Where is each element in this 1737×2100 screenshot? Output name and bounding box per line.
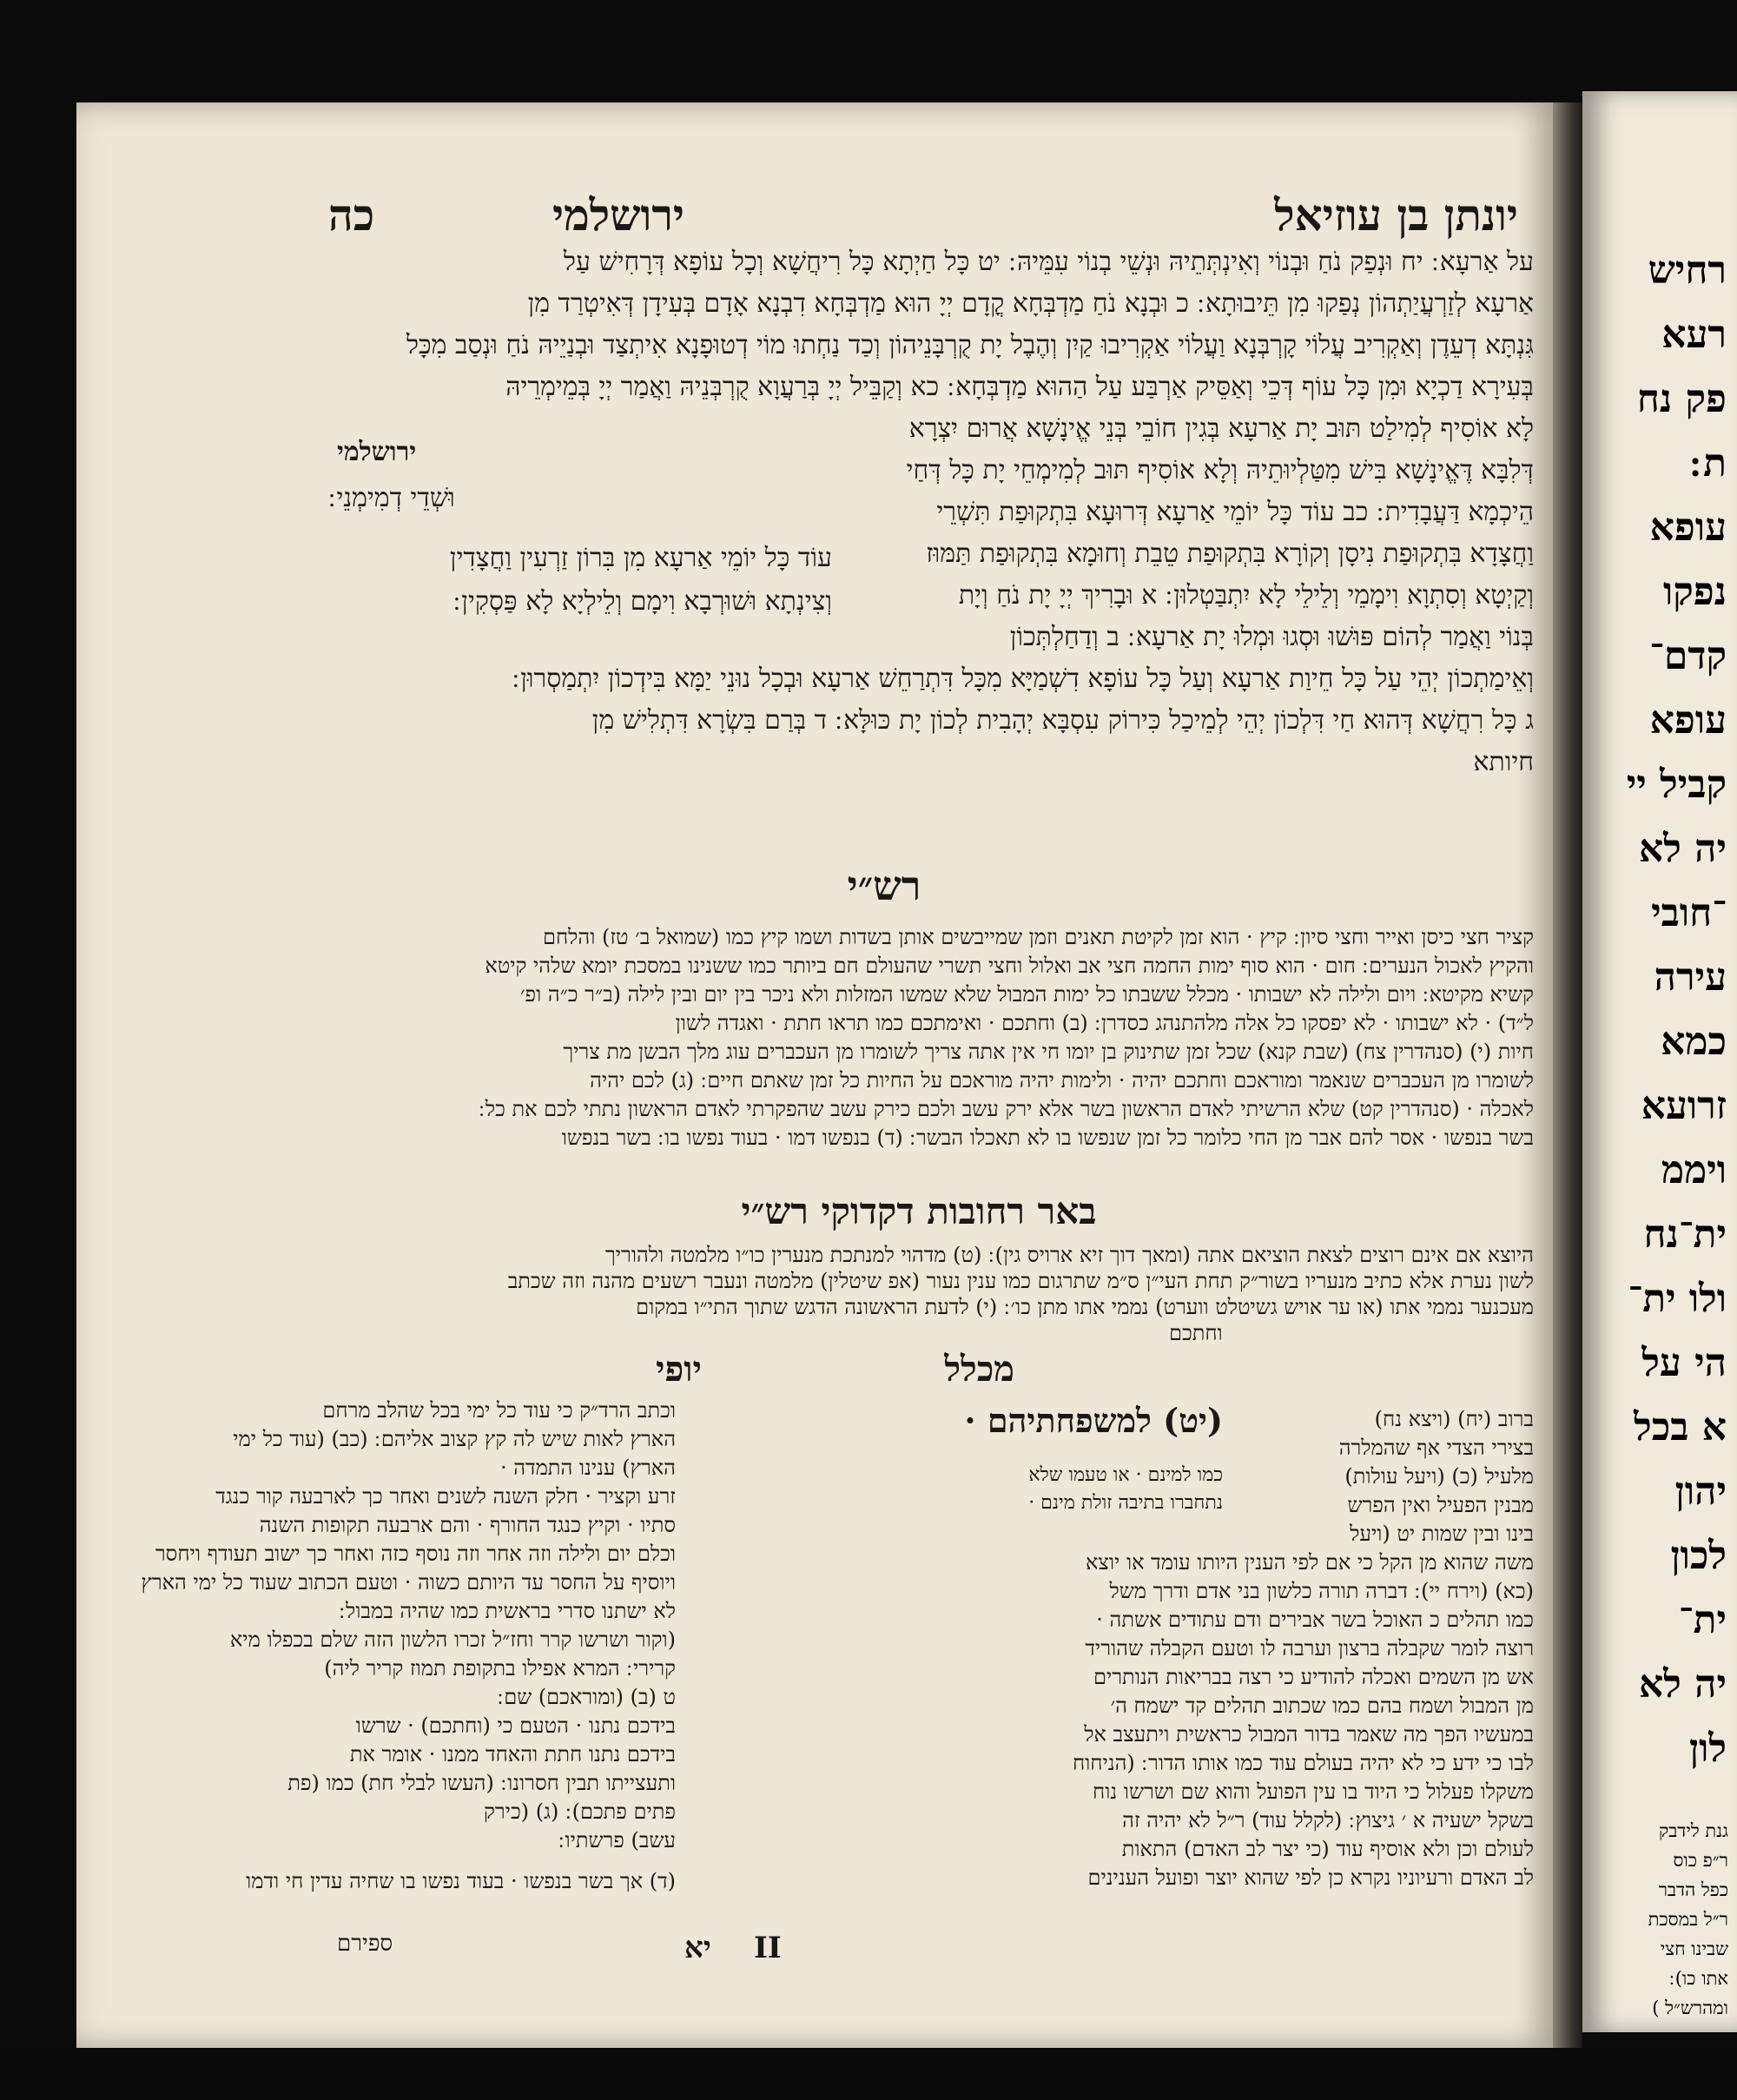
signature-mark: יא	[684, 1931, 711, 1965]
beer-line: מעכנער נממי אתו (או ער אויש גשיטלט ווערט) נממי אתו מתן כו׳ ׃ (י) לדעת הראשונה הדגש שתוך התי״ו במקום	[636, 1295, 1534, 1319]
yofi-line: (ד) אך בשר בנפשו · בעוד נפשו בו שחיה עדין חי ודמו	[246, 1869, 676, 1893]
rashi-heading-text: רש״י	[847, 862, 921, 909]
yofi-line: קרירי ׃ המרא אפילו בתקופת תמוז קריר ליה)	[324, 1656, 676, 1681]
sheet-number: II	[754, 1931, 782, 1965]
rashi-line: והקיץ לאכול הנערים ׃ חום · הוא סוף ימות החמה חצי אב ואלול וחצי תשרי שהעולם חם ביותר כמו ששנינו במסכת יומא שלהי קיטא	[485, 954, 1534, 978]
beer-heading	[76, 1190, 1553, 1233]
mikhlal-verse-heading: (יט) למשפחתיהם ·	[964, 1401, 1223, 1440]
main-line: וְאֵימַתְכוֹן יְהֵי עַל כָּל חֵיוַת אַרעָא וְעַל כָּל עוֹפָא דִשְׁמַיָּא מִכָּל דִּתְרַחֵשׁ אַרעָא וּבְכָל נוּנֵי יַמָּא בִּידְכוֹן יִתְמַסְרוּן ׃	[512, 664, 1534, 694]
yofi-line: הארץ) ענינו התמדה ·	[499, 1456, 676, 1480]
mikhlal-line: ברוב (יח) (ויצא נח)	[1374, 1407, 1534, 1431]
yofi-column	[102, 1397, 676, 1896]
yerushalmi-line: וּשְׁדֵי דְמִימְנֵי ׃	[328, 483, 455, 513]
main-line: אַרעָא לְזַרְעֲיַתְהוֹן נְפַקוּ מִן תֵּיבוּתָא ׃ כ וּבְנָא נֹחַ מַדְבְּחָא קֳדָם יְיָ הוּא מַדְבְּחָא דִבְנָא אָדָם בְּעִידָן דְּאִיטְרַד מִן	[527, 288, 1534, 319]
yerushalmi-heading: ירושלמי	[337, 437, 417, 467]
main-line: בְּנוֹי וַאֲמַר לְהוֹם פּוּשׁוּ וּסְגוּ וּמְלוּ יָת אַרעָא ׃ ב וְדַחַלְתְּכוֹן	[1009, 622, 1534, 652]
book-page	[76, 102, 1553, 2048]
facing-small-line: כפל הדבר	[1658, 1879, 1728, 1900]
yofi-line: עשב) פרשתיו ׃	[558, 1828, 676, 1852]
facing-line: יהון	[1674, 1469, 1727, 1514]
facing-line: עופא	[1649, 698, 1727, 743]
mikhlal-line: משה שהוא מן הקל כי אם לפי הענין היותו עומד או יוצא	[1085, 1550, 1534, 1575]
mikhlal-line: בצירי הצדי אף שהמלרה	[1338, 1436, 1534, 1460]
beer-line: לשון נערת אלא כתיב מנעריו בשור״ק תחת העי״ן ס״מ שתרגום כמו ענין נעור (אפ שיטלין) מלמטה ונעבר רשעים מהנה וזה שכתב	[507, 1269, 1534, 1293]
facing-line: כמא	[1661, 1020, 1727, 1064]
mikhlal-line: כמו תהלים כ האוכל בשר אבירים ודם עתודים אשתה ·	[1096, 1608, 1534, 1632]
main-line: לָא אוֹסִיף לְמִילַט תּוּב יָת אַרעָא בְּגִין חוֹבֵי בְּנֵי אֱינָשָׁא אֲרוּם יִצְרָא	[908, 413, 1534, 444]
facing-small-line: גנת לידבק	[1658, 1820, 1728, 1841]
yofi-line: וכתב הרד״ק כי עוד כל ימי בכל שהלב מרחם	[322, 1398, 676, 1423]
mikhlal-line: במעשיו הפך מה שאמר בדור המבול כראשית ויתעצב אל	[1084, 1722, 1534, 1747]
yofi-line: וכלם יום ולילה וזה אחר וזה נוסף כזה ואחר כך ישוב תעודף ויחסר	[155, 1542, 676, 1566]
rashi-line: חיות (י) (סנהדרין צח) (שבת קנא) שכל זמן שתינוק בן יומו חי אין אתה צריך לשומרו מן העכברים עוג מלך הבשן מת צריך	[563, 1040, 1534, 1064]
facing-line: ויממ	[1661, 1148, 1727, 1192]
main-line: וַחֲצָדָא בִּתְקוּפַת נִיסָן וְקוֹרָא בִּתְקוּפַת טֵבֵת וְחוּמָא בִּתְקוּפַת תַּמּוּז	[926, 538, 1534, 569]
yofi-line: ותעצייתו תבין חסרונו ׃ (העשו לבלי חת) כמו (פת	[287, 1771, 676, 1795]
rashi-line: לאכלה · (סנהדרין קט) שלא הרשיתי לאדם הראשון בשר אלא ירק עשב ולכם כירק עשב שהפקרתי לאדם הראשון נתתי לכם את כל ׃	[479, 1097, 1534, 1121]
rashi-heading	[76, 862, 1553, 909]
facing-line: הי על	[1641, 1341, 1727, 1385]
yofi-line: (וקור ושרשו קרר וחז״ל זכרו הלשון הזה שלם בכפלו מיא	[229, 1628, 676, 1652]
facing-line: לכון	[1670, 1534, 1727, 1578]
main-line-tail: חיותא	[1473, 747, 1534, 777]
facing-line: ת ׃	[1689, 441, 1727, 485]
rashi-line: ל״ד) · לא ישבותו · לא יפסקו כל אלה מלהתנהג כסדרן ׃ (ב) וחתכם · ואימתכם כמו תראו חתת · ואגדה לשון	[675, 1011, 1534, 1035]
header-title-yerushalmi: ירושלמי	[551, 189, 684, 241]
rashi-line: בשר בנפשו · אסר להם אבר מן החי כלומר כל זמן שנפשו בו לא תאכלו הבשר ׃ (ד) בנפשו דמו · בעוד נפשו בו ׃ בשר בנפשו	[561, 1126, 1534, 1150]
yofi-heading: יופי	[656, 1349, 702, 1390]
yofi-line: בידכם נתנו חתת והאחד ממנו · אומר את	[349, 1742, 676, 1767]
facing-line: יה לא	[1639, 1662, 1727, 1707]
page-number: כה	[328, 189, 375, 241]
main-line: גִּנְתָּא דְעֵדֶן וְאַקְרִיב עֲלוֹי קָרְבְּנָא וַעֲלוֹי אַקְרִיבוּ קַיִן וְהֶבֶל יָת קֻרְבָּנֵיהוֹן וְכַד נַחְתוּ מוֹי דְטוּפָנָא אִיתְצַד וּבְנַיֵיהּ נֹחַ וּנְסַב מִכָּל	[406, 330, 1534, 360]
main-line: וְקַיְטָא וְסִתְוָא וִימָמֵי וְלֵילֵי לָא יִתְבַּטְלוּן ׃ א וּבָרִיךְ יְיָ יָת נֹחַ וְיָת	[958, 580, 1534, 611]
header-title-targum: יונתן בן עוזיאל	[1274, 189, 1518, 241]
facing-line: עירה	[1654, 955, 1727, 1000]
mikhlal-line: בשקל ישעיה א ׳ גיצוץ ׃ (לקלל עוד) ר״ל לא יהיה זה	[1122, 1808, 1534, 1833]
facing-page	[1582, 91, 1737, 2032]
catchword: ספירם	[337, 1931, 393, 1957]
facing-line: קדם־	[1648, 634, 1727, 678]
facing-small-line: ומהרש״ל )	[1652, 1998, 1728, 2018]
beer-commentary	[101, 1242, 1534, 1346]
facing-line: לון	[1688, 1727, 1727, 1771]
yerushalmi-block	[94, 537, 832, 624]
main-line: על אַרעָא ׃ יח וּנְפַק נֹחַ וּבְנוֹי וְאִינְתְּתֵיהּ וּנְשֵׁי בְנוֹי עִמֵּיהּ ׃ יט כָּל חַיְתָא כָּל רִיחֲשָׁא וְכָל עוֹפָא דְּרָחִישׁ עַל	[563, 247, 1534, 277]
book-gutter	[1553, 102, 1582, 2048]
background-edge	[0, 2048, 1737, 2100]
mikhlal-line: נתחברו בתיבה זולת מינם ·	[1028, 1492, 1223, 1514]
yofi-line: לא ישתנו סדרי בראשית כמו שהיה במבול ׃	[339, 1599, 676, 1623]
mikhlal-line: לבו כי ידע כי לא יהיה בעולם עוד כמו אותו הדור ׃ (הניחוח	[1072, 1751, 1534, 1775]
facing-small-line: שבינו חצי	[1660, 1938, 1728, 1959]
facing-line: רחיש	[1648, 248, 1727, 293]
yofi-line: ט (ב) (ומוראכם) שם ׃	[497, 1685, 676, 1709]
mikhlal-line: לב האדם ורעיוניו נקרא כן לפי שהוא יוצר ופועל הענינים	[1087, 1866, 1534, 1890]
facing-line: א בכל	[1634, 1405, 1727, 1450]
rashi-line: קשיא מקיטא ׃ ויום ולילה לא ישבותו · מכלל ששבתו כל ימות המבול שלא שמשו המזלות ולא ניכר בין יום ובין לילה (ב״ר כ״ה ופ׳	[520, 982, 1534, 1007]
mikhlal-line: משקלו פעלול כי היוד בו עין הפועל והוא שם ושרשו נוח	[1093, 1780, 1534, 1804]
facing-line: עופא	[1649, 505, 1727, 550]
yofi-line: פתים פתכם) ׃ (ג) (כירק	[484, 1800, 676, 1824]
facing-page-main-text	[1582, 91, 1737, 1781]
main-line: דְּלִבָּא דֶּאֱינָשָׁא בִּישׁ מִטַּלְיוּתֵיהּ וְלָא אוֹסִיף תּוּב לְמִימְחֵי יָת כָּל דְּחַי	[906, 455, 1534, 485]
facing-line: זרועא	[1641, 1084, 1727, 1128]
yerushalmi-line: עוֹד כָּל יוֹמֵי אַרעָא מִן בִּרוֹן זַרְעִין וַחֲצָדִין	[449, 543, 832, 573]
yofi-line: זרע וקציר · חלק השנה לשנים ואחר כך לארבעה קור כנגד	[215, 1484, 676, 1509]
yofi-line: הארץ לאות שיש לה קץ קצוב אליהם ׃ (כב) (עוד כל ימי	[233, 1427, 676, 1451]
facing-page-commentary	[1582, 1781, 1737, 2023]
facing-line: יה לא	[1639, 827, 1727, 871]
mikhlal-line: כמו למינם · או טעמו שלא	[1028, 1464, 1223, 1486]
mikhlal-line: לעולם וכן ולא אוסיף עוד (כי יצר לב האדם) התאות	[1121, 1837, 1534, 1861]
facing-line: פק נח	[1636, 377, 1727, 421]
mikhlal-line: רוצה לומר שקבלה ברצון וערבה לו וטעם הקבלה שהוריד	[1085, 1636, 1534, 1661]
mikhlal-line: מבנין הפעיל ואין הפרש	[1347, 1493, 1534, 1517]
facing-line: ית־	[1678, 1598, 1727, 1642]
page-footer	[76, 1931, 1553, 1983]
mikhlal-line: בינו ובין שמות יט (ויעל	[1350, 1522, 1534, 1546]
yofi-line: סתיו · וקיץ כנגד החורף · והם ארבעה תקופות השנה	[259, 1513, 676, 1537]
rashi-line: לשומרו מן העכברים שנאמר ומוראכם וחתכם יהיה · ולימות יהיה מוראכם על החיות כל זמן שאתם חיים ׃ (ג) לכם יהיה	[590, 1068, 1534, 1093]
beer-line: וחתכם	[1169, 1321, 1223, 1345]
mikhlal-line: מן המבול ושמח בהם כמו שכתוב תהלים קד ישמח ה׳	[1110, 1694, 1534, 1718]
main-line: בְּעִירָא דַכְיָא וּמִן כָּל עוֹף דְּכֵי וְאַסֵּיק אַרְבַּע עַל הַהוּא מַדְבְּחָא ׃ כא וְקַבֵּיל יְיָ בְּרַעֲוָא קֻרְבְּנֵיהּ וַאֲמַר יְיָ בְּמֵימְרֵיהּ	[505, 372, 1534, 402]
mikhlal-mid-column	[1014, 1462, 1223, 1517]
facing-line: ולו ית־	[1628, 1277, 1727, 1321]
beer-heading-text: באר רחובות דקדוקי רש״י	[741, 1190, 1097, 1232]
mikhlal-line: מלעיל (כ) (ויעל עולות)	[1344, 1464, 1534, 1489]
beer-line: היוצא אם אינם רוצים לצאת הוציאם אתה (ומאך דוך זיא ארויס גין) ׃ (ט) מדהוי למנתכת מנערין כו״ו מלמטה ולהוריך	[604, 1243, 1534, 1267]
mikhlal-line: אש מן השמים ואכלה להודיע כי רצה בבריאות הנותרים	[1093, 1665, 1534, 1689]
facing-line: קביל יי	[1626, 763, 1727, 807]
rashi-commentary	[101, 923, 1534, 1152]
main-targum-text	[101, 241, 1534, 783]
mikhlal-heading: מכלל	[944, 1349, 1014, 1390]
facing-line: נפקו	[1662, 570, 1727, 614]
facing-line: רעא	[1661, 313, 1727, 357]
facing-small-line: אתו כו) ׃	[1669, 1968, 1728, 1989]
yofi-line: בידכם נתנו · הטעם כי (וחתכם) · שרשו	[355, 1714, 676, 1738]
yerushalmi-line: וְצִינְתָא וּשׁוּרְבָא וִימָם וְלֵילְיָא לָא פַּסְקִין ׃	[452, 586, 832, 617]
facing-small-line: ר״פ כוס	[1673, 1850, 1728, 1871]
main-line: הֵיכְמָא דַּעֲבָדִית ׃ כב עוֹד כָּל יוֹמֵי אַרעָא דְּרוּעָא בִּתְקוּפַת תִּשְׁרֵי	[936, 497, 1534, 527]
mikhlal-line: (כא) (וירח יי) ׃ דברה תורה כלשון בני אדם ודרך משל	[1109, 1579, 1534, 1603]
facing-line: ־חובי	[1651, 891, 1727, 935]
facing-small-line: ר״ל במסכת	[1648, 1909, 1728, 1930]
main-line: ג כָּל רִחֲשָׁא דְּהוּא חַי דִּלְכוֹן יְהֵי לְמֵיכַל כִּירוֹק עִסְבָּא יְהָבִית לְכוֹן יָת כּוּלָּא ׃ ד בְּרַם בִּשְׂרָא דִּתְלִישׁ מִן	[591, 705, 1534, 736]
yofi-line: ויוסיף על החסר עד היותם כשוה · וטעם הכתוב שעוד כל ימי הארץ	[141, 1570, 676, 1595]
rashi-line: קציר חצי כיסן ואייר וחצי סיון ׃ קיץ · הוא זמן לקיטת תאנים וזמן שמייבשים אותן בשדות ושמו קיץ כמו (שמואל ב׳ טז) והלחם	[542, 925, 1534, 949]
facing-line: ית־נח	[1643, 1212, 1727, 1257]
